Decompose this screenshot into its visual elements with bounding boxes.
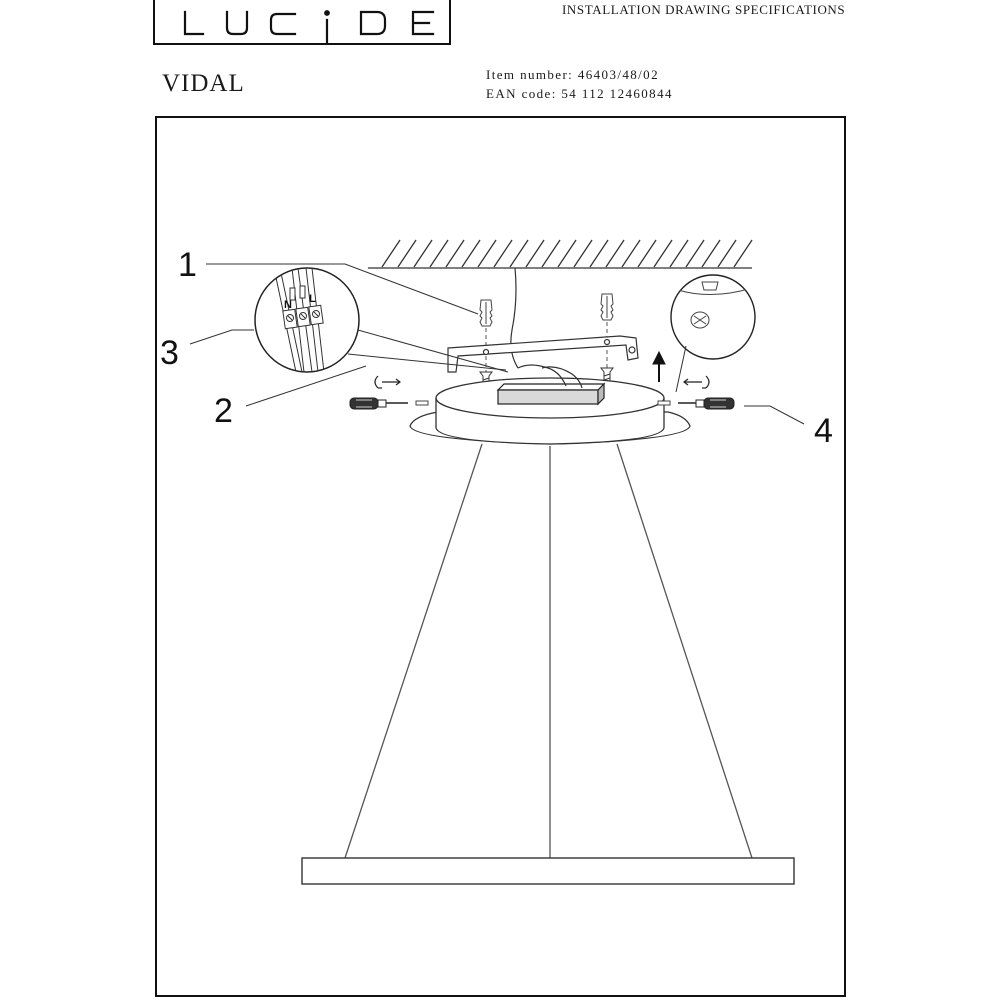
suspension-cables: [345, 444, 752, 858]
ceiling: [368, 240, 752, 268]
rotate-counterclockwise-icon: [684, 376, 709, 388]
up-arrow: [653, 352, 665, 382]
screw-detail-magnifier: [671, 275, 755, 392]
wall-plug-right: [601, 294, 613, 320]
wall-plug-left: [480, 300, 492, 326]
screw-small-right: [658, 401, 670, 405]
callout-4: 4: [814, 412, 833, 450]
rotate-clockwise-icon: [375, 376, 400, 388]
screwdriver-right-icon: [678, 398, 734, 409]
driver-box: [498, 384, 604, 404]
product-name: VIDAL: [162, 70, 245, 97]
header-title: INSTALLATION DRAWING SPECIFICATIONS: [562, 2, 846, 17]
light-ring: [302, 858, 794, 884]
screwdriver-left-icon: [350, 398, 408, 409]
terminal-detail-magnifier: [255, 268, 359, 372]
item-number: Item number: 46403/48/02: [486, 67, 659, 82]
ean-code: EAN code: 54 112 12460844: [486, 86, 673, 101]
terminal-label-n: N: [284, 299, 292, 311]
callout-1: 1: [178, 246, 197, 284]
callout-3: 3: [160, 334, 179, 372]
callout-2: 2: [214, 392, 233, 430]
screw-small-left: [416, 401, 428, 405]
terminal-label-l: L: [309, 293, 316, 305]
